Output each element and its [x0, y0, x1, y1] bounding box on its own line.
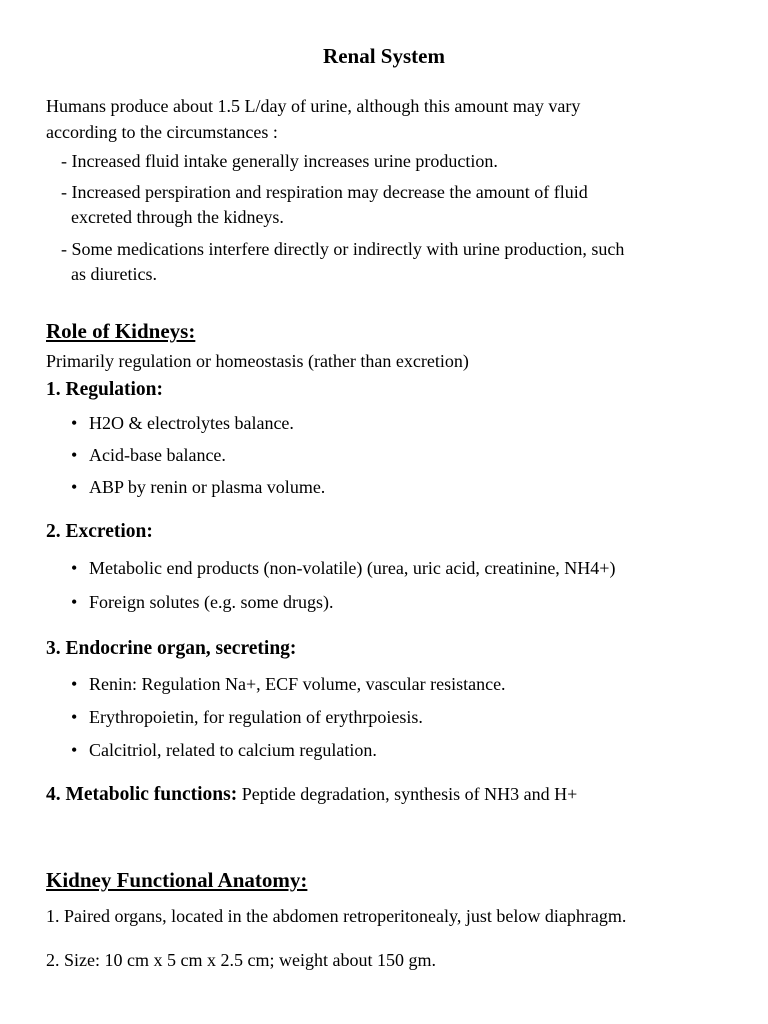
bullet-icon: •: [71, 558, 78, 578]
endocrine-item-text: Erythropoietin, for regulation of erythrpoiesis.: [89, 707, 423, 727]
intro-line-2: according to the circumstances :: [46, 122, 278, 142]
bullet-icon: •: [71, 445, 78, 465]
intro-dash-1: - Increased fluid intake generally increases urine production.: [61, 151, 498, 171]
intro-dash-2-cont: excreted through the kidneys.: [71, 207, 284, 227]
role-heading: Role of Kidneys:: [46, 319, 196, 343]
endocrine-item-text: Renin: Regulation Na+, ECF volume, vascular resistance.: [89, 674, 506, 694]
endocrine-heading: 3. Endocrine organ, secreting:: [46, 638, 297, 659]
anatomy-heading: Kidney Functional Anatomy:: [46, 868, 308, 892]
metabolic-line: [46, 784, 577, 806]
endocrine-item: [71, 674, 506, 695]
metabolic-text: Peptide degradation, synthesis of NH3 and H+: [237, 784, 578, 804]
endocrine-item: [71, 740, 377, 761]
bullet-icon: •: [71, 707, 78, 727]
intro-dash-3-cont: as diuretics.: [71, 264, 157, 284]
excretion-item-text: Metabolic end products (non-volatile) (urea, uric acid, creatinine, NH4+): [89, 558, 616, 578]
page-title: Renal System: [323, 44, 445, 68]
intro-line-1: Humans produce about 1.5 L/day of urine, although this amount may vary: [46, 96, 581, 116]
excretion-item: [71, 592, 333, 613]
regulation-item: [71, 477, 325, 498]
anatomy-item: 1. Paired organs, located in the abdomen retroperitonealy, just below diaphragm.: [46, 906, 627, 926]
regulation-item-text: Acid-base balance.: [89, 445, 226, 465]
bullet-icon: •: [71, 413, 78, 433]
intro-dash-2: - Increased perspiration and respiration may decrease the amount of fluid: [61, 182, 588, 202]
metabolic-heading: 4. Metabolic functions:: [46, 784, 238, 805]
bullet-icon: •: [71, 477, 78, 497]
excretion-item-text: Foreign solutes (e.g. some drugs).: [89, 592, 334, 612]
bullet-icon: •: [71, 674, 78, 694]
excretion-item: [71, 558, 615, 579]
intro-dash-3: - Some medications interfere directly or indirectly with urine production, such: [61, 239, 625, 259]
role-subtitle: Primarily regulation or homeostasis (rather than excretion): [46, 351, 469, 371]
endocrine-item: [71, 707, 423, 728]
regulation-item: [71, 445, 226, 466]
bullet-icon: •: [71, 740, 78, 760]
regulation-item-text: H2O & electrolytes balance.: [89, 413, 294, 433]
endocrine-item-text: Calcitriol, related to calcium regulation.: [89, 740, 377, 760]
excretion-heading: 2. Excretion:: [46, 521, 153, 542]
regulation-item-text: ABP by renin or plasma volume.: [89, 477, 326, 497]
bullet-icon: •: [71, 592, 78, 612]
anatomy-item: 2. Size: 10 cm x 5 cm x 2.5 cm; weight about 150 gm.: [46, 950, 436, 970]
regulation-heading: 1. Regulation:: [46, 379, 163, 400]
regulation-item: [71, 413, 294, 434]
